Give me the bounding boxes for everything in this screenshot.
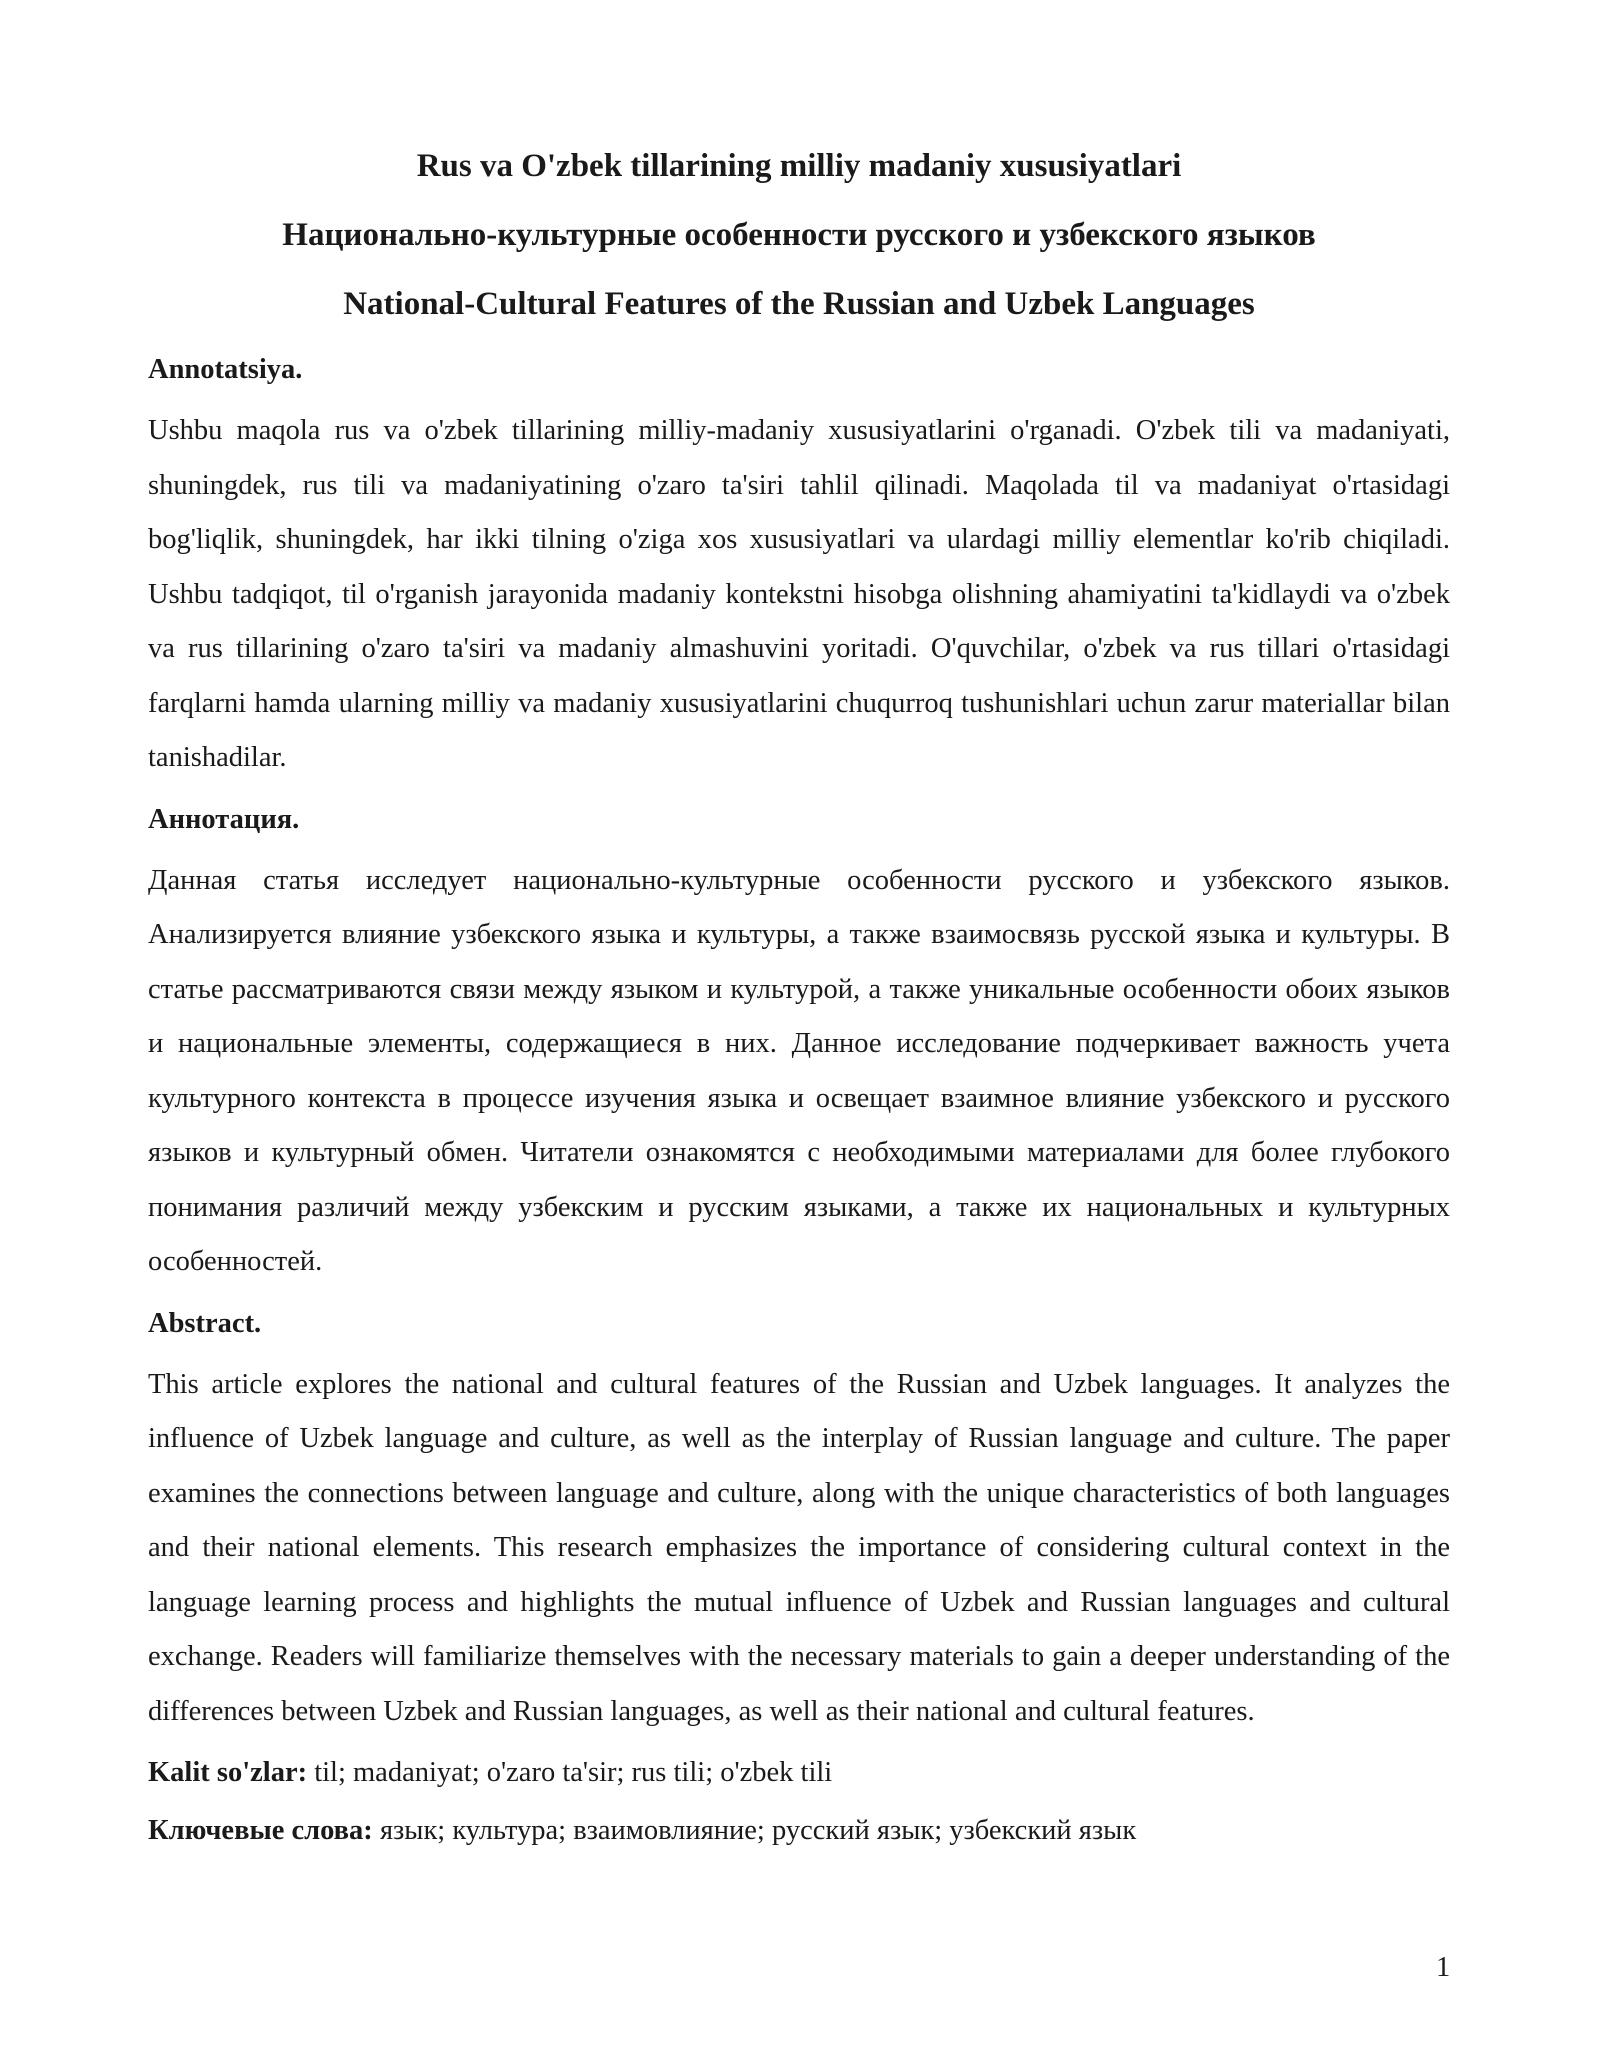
abstract-ru-heading: Аннотация. <box>148 803 300 835</box>
document-page <box>148 146 1450 1869</box>
title-uzbek: Rus va O'zbek tillarining milliy madaniy xususiyatlari <box>416 148 1182 184</box>
keywords-uz-text: til; madaniyat; o'zaro ta'sir; rus tili; o'zbek tili <box>307 1757 833 1788</box>
keywords-uz <box>148 1753 1450 1793</box>
abstract-uz-text: Ushbu maqola rus va o'zbek tillarining milliy-madaniy xususiyatlarini o'rganadi. O'zbek tili va madaniyati, shuningdek, rus tili va madaniyatining o'zaro ta'siri tahlil qilinadi. Maqolada til va madaniyat o'rtasidagi bog'liqlik, shuningdek, har ikki tilning o'ziga xos xususiyatlari va ulardagi milliy elementlar ko'rib chiqiladi. Ushbu tadqiqot, til o'rganish jarayonida madaniy kontekstni hisobga olishning ahamiyatini ta'kidlaydi va o'zbek va rus tillarining o'zaro ta'siri va madaniy almashuvini yoritadi. O'quvchilar, o'zbek va rus tillari o'rtasidagi farqlarni hamda ularning milliy va madaniy xususiyatlarini chuqurroq tushunishlari uchun zarur materiallar bilan tanishadilar. <box>148 415 1450 773</box>
abstract-en-text: This article explores the national and cultural features of the Russian and Uzbek languages. It analyzes the influence of Uzbek language and culture, as well as the interplay of Russian language and culture. The paper examines the connections between language and culture, along with the unique characteristics of both languages and their national elements. This research emphasizes the importance of considering cultural context in the language learning process and highlights the mutual influence of Uzbek and Russian languages and cultural exchange. Readers will familiarize themselves with the necessary materials to gain a deeper understanding of the differences between Uzbek and Russian languages, as well as their national and cultural features. <box>148 1368 1450 1727</box>
keywords-ru <box>148 1811 1450 1851</box>
title-english: National-Cultural Features of the Russian and Uzbek Languages <box>343 286 1255 322</box>
title-block <box>148 146 1450 324</box>
abstract-en-heading: Abstract. <box>148 1307 262 1339</box>
page-number: 1 <box>1436 1952 1451 1983</box>
abstract-uz-heading: Annotatsiya. <box>148 354 303 385</box>
keywords-ru-label: Ключевые слова: <box>148 1815 373 1846</box>
title-russian: Национально-культурные особенности русского и узбекского языков <box>282 217 1316 253</box>
keywords-ru-text: язык; культура; взаимовлияние; русский язык; узбекский язык <box>372 1815 1137 1846</box>
keywords-uz-label: Kalit so'zlar: <box>148 1757 308 1788</box>
abstract-ru-text: Данная статья исследует национально-культурные особенности русского и узбекского языков. Анализируется влияние узбекского языка и культуры, а также взаимосвязь русской языка и культуры. В статье рассматриваются связи между языком и культурой, а также уникальные особенности обоих языков и национальные элементы, содержащиеся в них. Данное исследование подчеркивает важность учета культурного контекста в процессе изучения языка и освещает взаимное влияние узбекского и русского языков и культурный обмен. Читатели ознакомятся с необходимыми материалами для более глубокого понимания различий между узбекским и русским языками, а также их национальных и культурных особенностей. <box>148 864 1450 1277</box>
